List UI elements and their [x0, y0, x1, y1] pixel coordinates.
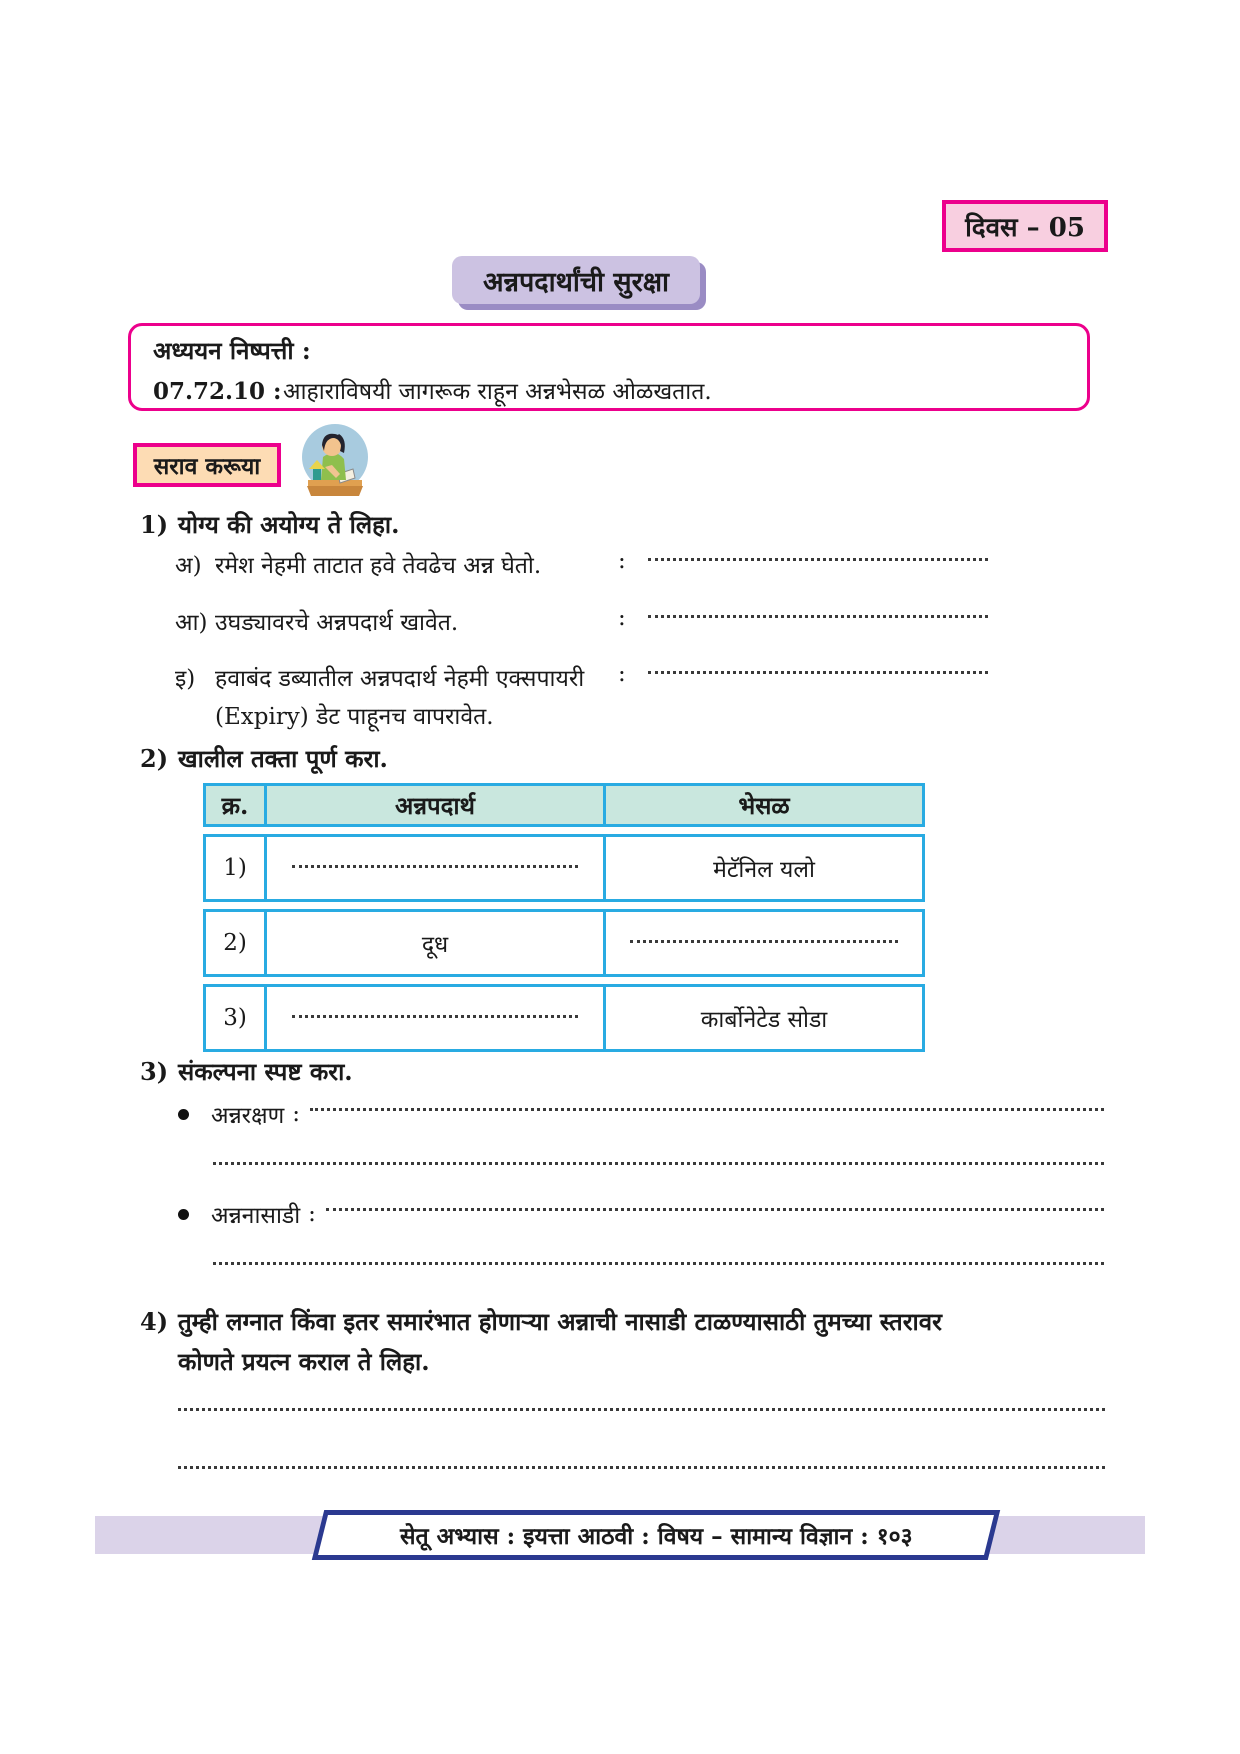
term-colon: : — [308, 1201, 316, 1227]
question1-heading — [140, 508, 400, 541]
table-row — [203, 834, 925, 902]
question4-line1: तुम्ही लग्नात किंवा इतर समारंभात होणाऱ्या अन्नाची नासाडी टाळण्यासाठी तुमच्या स्तरावर — [178, 1307, 942, 1336]
question2-title: खालील तक्ता पूर्ण करा. — [178, 744, 388, 773]
table-cell-serial: 2) — [203, 909, 267, 977]
question4-heading — [140, 1305, 1120, 1338]
footer-plate — [312, 1510, 1000, 1560]
answer-line — [648, 615, 988, 618]
question1-item-aa — [175, 605, 1110, 637]
practice-badge: सराव करूया — [133, 443, 281, 487]
term-colon: : — [292, 1101, 300, 1127]
question1-title: योग्य की अयोग्य ते लिहा. — [178, 510, 400, 539]
table-header-adulterant: भेसळ — [603, 783, 925, 827]
item-text: उघड्यावरचे अन्नपदार्थ खावेत. — [215, 610, 459, 636]
answer-line — [213, 1162, 1104, 1165]
blank-answer-line — [292, 1015, 578, 1018]
item-label: आ) — [175, 610, 208, 636]
learning-outcome-box — [128, 323, 1090, 411]
answer-line — [648, 558, 988, 561]
item-colon: : — [618, 605, 626, 631]
bullet-icon — [178, 1209, 189, 1220]
term-row-annrakshan — [178, 1098, 1104, 1130]
blank-answer-line — [292, 865, 578, 868]
table-cell-food-blank — [264, 984, 606, 1052]
term-label: अन्ननासाडी — [211, 1203, 301, 1229]
item-text: हवाबंद डब्यातील अन्नपदार्थ नेहमी एक्सपायरी — [215, 666, 585, 692]
table-cell-serial: 1) — [203, 834, 267, 902]
item-label: अ) — [175, 553, 202, 579]
table-row — [203, 984, 925, 1052]
item-colon: : — [618, 661, 626, 687]
item-label: इ) — [175, 666, 196, 692]
student-studying-illustration — [294, 422, 376, 502]
table-header-food: अन्नपदार्थ — [264, 783, 606, 827]
bullet-icon — [178, 1109, 189, 1120]
answer-line — [178, 1408, 1105, 1411]
table-cell-adulterant: मेटॅनिल यलो — [603, 834, 925, 902]
item-text: रमेश नेहमी ताटात हवे तेवढेच अन्न घेतो. — [215, 553, 542, 579]
question1-item-i — [175, 661, 1110, 693]
table-cell-adulterant-blank — [603, 909, 925, 977]
item-colon: : — [618, 548, 626, 574]
footer-text: सेतू अभ्यास : इयत्ता आठवी : विषय – सामान्य विज्ञान : १०३ — [399, 1523, 913, 1550]
question3-title: संकल्पना स्पष्ट करा. — [178, 1057, 353, 1086]
term-row-annanasadi — [178, 1198, 1104, 1230]
answer-line — [213, 1262, 1104, 1265]
table-row — [203, 909, 925, 977]
table-cell-serial: 3) — [203, 984, 267, 1052]
outcome-heading: अध्ययन निष्पत्ती : — [153, 336, 311, 365]
answer-line — [310, 1108, 1104, 1111]
answer-line — [648, 671, 988, 674]
answer-line — [326, 1208, 1104, 1211]
table-cell-food-blank — [264, 834, 606, 902]
outcome-line — [153, 374, 712, 406]
table-cell-adulterant: कार्बोनेटेड सोडा — [603, 984, 925, 1052]
adulteration-table — [203, 783, 925, 1059]
question4-number: 4) — [140, 1307, 169, 1336]
table-header-row — [203, 783, 925, 827]
outcome-text: आहाराविषयी जागरूक राहून अन्नभेसळ ओळखतात. — [283, 379, 712, 405]
page-title: अन्नपदार्थांची सुरक्षा — [452, 256, 700, 304]
question3-heading — [140, 1055, 353, 1088]
table-cell-food: दूध — [264, 909, 606, 977]
outcome-code: 07.72.10 : — [153, 378, 282, 405]
question1-item-a — [175, 548, 1110, 580]
question4-line2: कोणते प्रयत्न कराल ते लिहा. — [178, 1347, 430, 1376]
answer-line — [178, 1466, 1105, 1469]
question1-item-i-line2: (Expiry) डेट पाहूनच वापरावेत. — [215, 704, 494, 730]
question3-number: 3) — [140, 1057, 169, 1086]
question2-number: 2) — [140, 744, 169, 773]
day-badge: दिवस – 05 — [942, 200, 1108, 252]
question1-number: 1) — [140, 510, 169, 539]
question2-heading — [140, 742, 388, 775]
term-label: अन्नरक्षण — [211, 1103, 285, 1129]
table-header-serial: क्र. — [203, 783, 267, 827]
blank-answer-line — [630, 940, 899, 943]
